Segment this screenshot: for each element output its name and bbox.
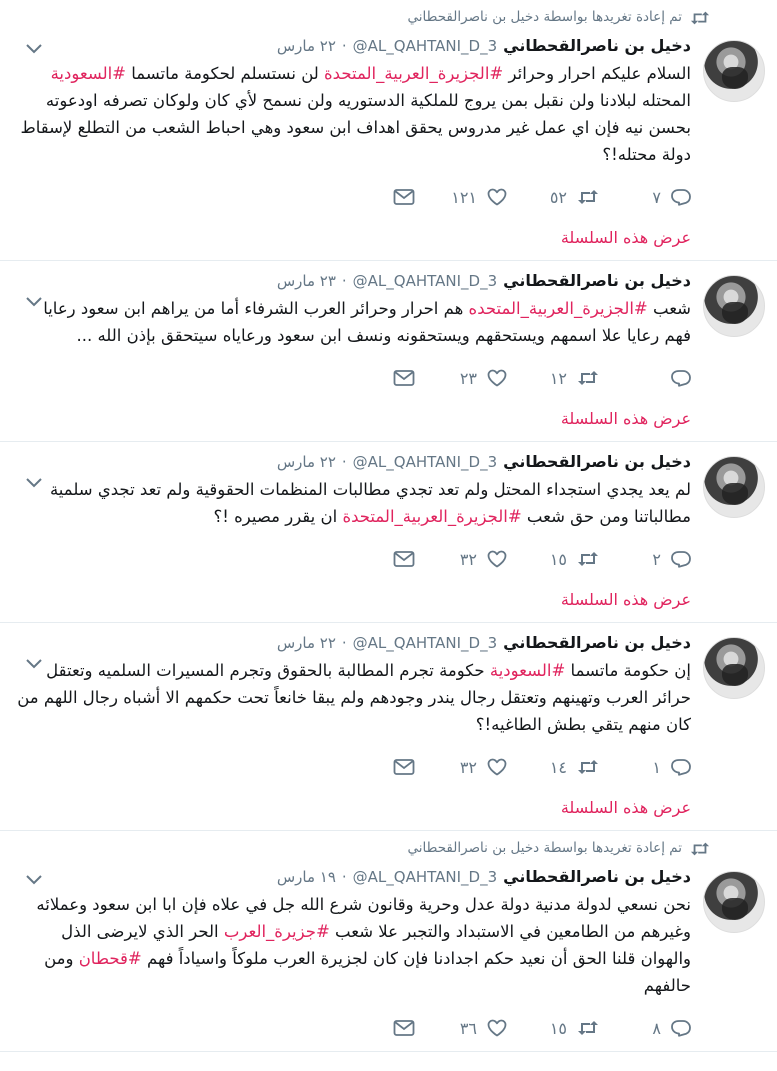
hashtag-link[interactable]: #السعودية [489,661,566,680]
retweet-context [0,0,777,26]
like-count: ٣٢ [459,757,477,777]
tweet-header [12,448,691,476]
retweet-button[interactable] [507,758,599,777]
retweet-button[interactable] [507,188,599,207]
author-handle[interactable]: @AL_QAHTANI_D_3 [352,37,498,55]
retweet-icon [690,10,710,24]
reply-count: ١ [652,757,661,777]
tweet-date[interactable]: ٢٣ مارس [276,272,336,290]
hashtag-link[interactable]: #الجزيرة_العربية_المتحده [468,299,648,318]
hashtag-link[interactable]: #الجزيرة_العربية_المتحدة [324,64,504,83]
avatar[interactable] [703,456,765,518]
avatar[interactable] [703,637,765,699]
reply-count: ٨ [652,1018,661,1038]
retweet-icon [577,551,599,567]
separator-dot: · [341,272,347,290]
tweet-text [12,657,691,738]
author-handle[interactable]: @AL_QAHTANI_D_3 [352,634,498,652]
tweet-text-segment: نحن نسعي لدولة مدنية دولة عدل وحرية وقانون شرع الله جل في علاه فإن ابا ابن سعود وعملائه وغيرهم من الطامعين في الاستبداد والتجبر علا شعب [36,895,691,941]
like-count: ٣٦ [459,1018,477,1038]
tweet-content [0,32,703,260]
hashtag-link[interactable]: #جزيرة_العرب [223,922,330,941]
message-button[interactable] [323,188,415,206]
tweet-text-segment: لم يعد يجدي استجداء المحتل ولم تعد تجدي مطالبات المنظمات الحقوقية ولم تعد تجدي سلمية مطالباتنا ومن حق شعب [49,480,691,526]
like-button[interactable] [415,1019,507,1038]
tweet-header [12,629,691,657]
reply-icon [671,758,691,776]
separator-dot: · [341,453,347,471]
retweet-count: ١٥ [549,1018,567,1038]
tweet-actions [12,536,691,582]
tweet[interactable] [0,0,777,261]
retweet-count: ٥٢ [549,187,567,207]
tweet-text-segment: ومن حالفهم [44,949,691,995]
author-name[interactable]: دخيل بن ناصرالقحطاني [503,452,691,471]
tweet-text-segment: السلام عليكم احرار وحرائر [503,64,691,83]
retweet-button[interactable] [507,369,599,388]
tweet[interactable] [0,831,777,1052]
retweet-context-label[interactable]: تم إعادة تغريدها بواسطة دخيل بن ناصرالقحطاني [407,840,682,856]
like-icon [487,369,507,387]
message-icon [393,550,415,568]
tweet-date[interactable]: ١٩ مارس [276,868,336,886]
show-thread-link[interactable]: عرض هذه السلسلة [560,590,691,609]
tweet-text-segment: إن حكومة ماتسما [565,661,691,680]
retweet-button[interactable] [507,550,599,569]
reply-button[interactable] [599,550,691,569]
caret-down-icon[interactable] [25,40,43,52]
author-name[interactable]: دخيل بن ناصرالقحطاني [503,633,691,652]
like-icon [487,550,507,568]
reply-count: ٧ [652,187,661,207]
like-count: ٣٢ [459,549,477,569]
tweet-text-segment: الحر الذي لايرضى الذل والهوان قلنا الحق أن نعيد حكم اجدادنا فإن كان لجزيرة العرب ملوكاً واسياداً فهم [61,922,691,968]
author-handle[interactable]: @AL_QAHTANI_D_3 [352,272,498,290]
tweet-content [0,629,703,830]
author-name[interactable]: دخيل بن ناصرالقحطاني [503,271,691,290]
tweet-text-segment: المحتله لبلادنا ولن نقبل بمن يروج للملكية الدستوريه ولن نسمح لأي كان ولوكان تصرفه اودعوته بحسن نيه فإن اي عمل غير مدروس يحقق اهداف ابن سعود وهي احباط الشعب من التطلع لإسقاط دولة محتله!؟ [20,91,691,164]
message-button[interactable] [323,758,415,776]
tweet-text [12,891,691,999]
separator-dot: · [341,868,347,886]
like-button[interactable] [415,758,507,777]
like-button[interactable] [415,188,507,207]
message-button[interactable] [323,1019,415,1037]
like-count: ١٢١ [451,187,477,207]
retweet-button[interactable] [507,1019,599,1038]
retweet-icon [577,1020,599,1036]
reply-icon [671,369,691,387]
message-button[interactable] [323,369,415,387]
tweet-text-segment: هم احرار وحرائر العرب الشرفاء أما من يراهم ابن سعود رعايا فهم رعايا علا اسمهم ويستحقهم ويستحقونه ونسف ابن سعود ورعاياه سيتحقق بإذن الله ... [43,299,691,345]
tweet[interactable] [0,623,777,831]
like-icon [487,188,507,206]
reply-button[interactable] [599,1019,691,1038]
like-icon [487,1019,507,1037]
reply-button[interactable] [599,369,691,387]
reply-icon [671,550,691,568]
retweet-icon [577,189,599,205]
retweet-count: ١٥ [549,549,567,569]
retweet-icon [577,759,599,775]
avatar[interactable] [703,275,765,337]
show-thread-link[interactable]: عرض هذه السلسلة [560,409,691,428]
tweet-text [12,60,691,168]
separator-dot: · [341,37,347,55]
tweet-header [12,32,691,60]
like-count: ٢٣ [459,368,477,388]
reply-icon [671,1019,691,1037]
tweet-header [12,863,691,891]
tweet-actions [12,744,691,790]
reply-button[interactable] [599,188,691,207]
tweet-content [0,267,703,441]
reply-button[interactable] [599,758,691,777]
tweet-text-segment: ان يقرر مصيره !؟ [213,507,343,526]
author-name[interactable]: دخيل بن ناصرالقحطاني [503,867,691,886]
retweet-count: ١٤ [549,757,567,777]
message-button[interactable] [323,550,415,568]
tweet-actions [12,174,691,220]
reply-count: ٢ [652,549,661,569]
tweet-date[interactable]: ٢٢ مارس [276,634,336,652]
tweet-body [0,857,777,1051]
tweet-content [0,448,703,622]
tweet-header [12,267,691,295]
hashtag-link[interactable]: #السعودية [50,64,127,83]
caret-down-icon[interactable] [25,655,43,667]
message-icon [393,369,415,387]
caret-down-icon[interactable] [25,293,43,305]
avatar[interactable] [703,40,765,102]
tweet[interactable] [0,442,777,623]
tweet-text-segment: لن نستسلم لحكومة ماتسما [126,64,325,83]
retweet-count: ١٢ [549,368,567,388]
tweet-text [12,476,691,530]
show-thread-link[interactable]: عرض هذه السلسلة [560,228,691,247]
like-button[interactable] [415,369,507,388]
tweet[interactable] [0,261,777,442]
author-name[interactable]: دخيل بن ناصرالقحطاني [503,36,691,55]
tweet-text-segment: حكومة تجرم المطالبة بالحقوق وتجرم المسيرات السلميه وتعتقل حرائر العرب وتهينهم وتعتقل رجال يندر وجودهم ولم يبقا خانعاً تحت حكمهم الا أشباه رجال اللهم من كان منهم يتقي بطش الطاغيه!؟ [17,661,691,734]
tweet-text [12,295,691,349]
tweet-body [0,442,777,622]
tweet-date[interactable]: ٢٢ مارس [276,453,336,471]
message-icon [393,188,415,206]
tweet-content [0,863,703,1051]
hashtag-link[interactable]: #الجزيرة_العربية_المتحدة [342,507,522,526]
author-handle[interactable]: @AL_QAHTANI_D_3 [352,868,498,886]
tweet-text-segment: شعب [647,299,691,318]
tweet-actions [12,355,691,401]
retweet-context [0,831,777,857]
reply-icon [671,188,691,206]
retweet-icon [577,370,599,386]
like-icon [487,758,507,776]
tweet-body [0,26,777,260]
show-thread-link[interactable]: عرض هذه السلسلة [560,798,691,817]
retweet-icon [690,841,710,855]
hashtag-link[interactable]: #قحطان [78,949,142,968]
like-button[interactable] [415,550,507,569]
tweet-date[interactable]: ٢٢ مارس [276,37,336,55]
tweet-actions [12,1005,691,1051]
message-icon [393,758,415,776]
author-handle[interactable]: @AL_QAHTANI_D_3 [352,453,498,471]
avatar[interactable] [703,871,765,933]
tweet-body [0,261,777,441]
message-icon [393,1019,415,1037]
caret-down-icon[interactable] [25,871,43,883]
caret-down-icon[interactable] [25,474,43,486]
separator-dot: · [341,634,347,652]
tweet-body [0,623,777,830]
retweet-context-label[interactable]: تم إعادة تغريدها بواسطة دخيل بن ناصرالقحطاني [407,9,682,25]
